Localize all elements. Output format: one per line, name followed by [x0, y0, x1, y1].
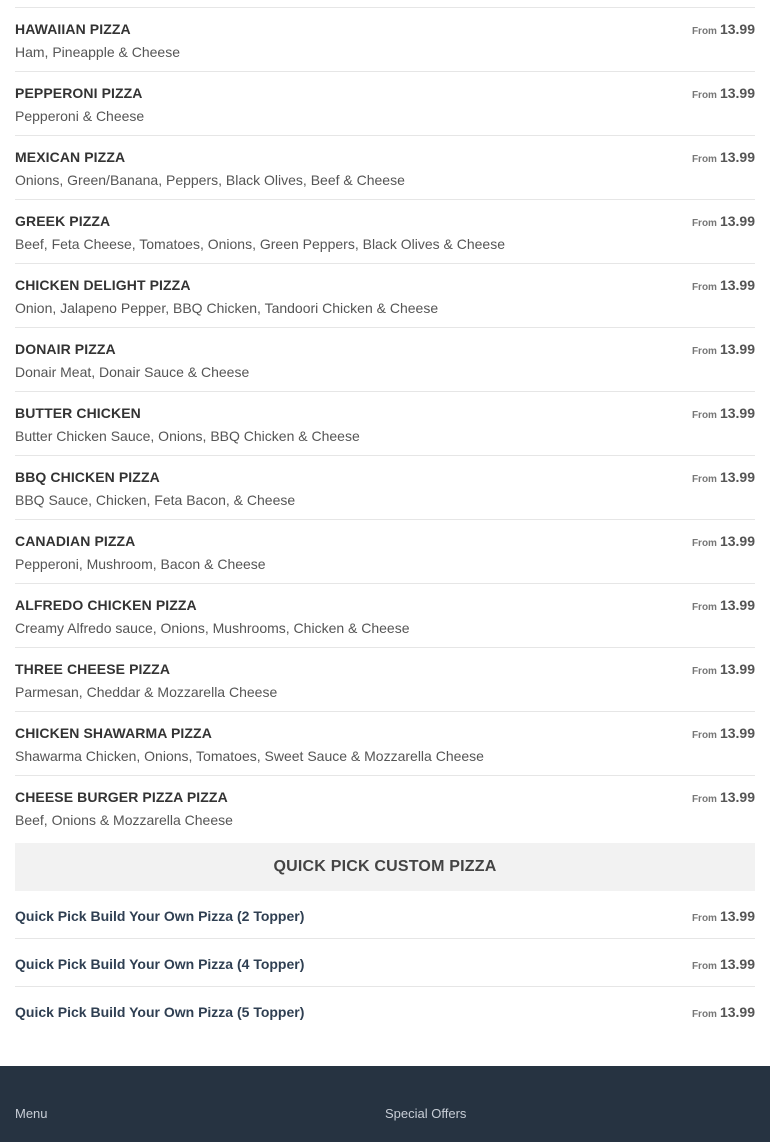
price-from-label: From: [691, 730, 717, 741]
item-name: Quick Pick Build Your Own Pizza (4 Topper): [15, 956, 305, 972]
price-from-label: From: [691, 666, 717, 677]
item-name: PEPPERONI PIZZA: [15, 85, 143, 101]
item-price: [692, 789, 755, 805]
item-name: GREEK PIZZA: [15, 213, 111, 229]
menu-item[interactable]: [15, 392, 755, 456]
price-from-label: From: [691, 90, 717, 101]
site-footer: [0, 1066, 770, 1142]
price-value: 13.99: [719, 956, 755, 972]
menu-item[interactable]: [15, 712, 755, 776]
item-name: BBQ CHICKEN PIZZA: [15, 469, 160, 485]
price-from-label: From: [691, 474, 717, 485]
item-name: ALFREDO CHICKEN PIZZA: [15, 597, 197, 613]
menu-item[interactable]: [15, 584, 755, 648]
price-value: 13.99: [719, 277, 755, 293]
item-price: [692, 1004, 755, 1020]
item-description: Shawarma Chicken, Onions, Tomatoes, Sweet Sauce & Mozzarella Cheese: [15, 748, 484, 764]
item-description: Onion, Jalapeno Pepper, BBQ Chicken, Tandoori Chicken & Cheese: [15, 300, 439, 316]
menu-item[interactable]: [15, 328, 755, 392]
price-from-label: From: [691, 410, 717, 421]
item-price: [692, 956, 755, 972]
price-value: 13.99: [719, 469, 755, 485]
price-value: 13.99: [719, 85, 755, 101]
price-value: 13.99: [719, 1004, 755, 1020]
price-from-label: From: [691, 961, 717, 972]
menu-item[interactable]: [15, 200, 755, 264]
divider: [15, 0, 755, 8]
item-description: Butter Chicken Sauce, Onions, BBQ Chicken & Cheese: [15, 428, 360, 444]
item-description: Beef, Onions & Mozzarella Cheese: [15, 812, 233, 828]
item-price: [692, 661, 755, 677]
item-name: THREE CHEESE PIZZA: [15, 661, 171, 677]
item-price: [692, 405, 755, 421]
item-name: CHICKEN SHAWARMA PIZZA: [15, 725, 212, 741]
price-from-label: From: [691, 538, 717, 549]
quick-pick-item[interactable]: [15, 987, 755, 1034]
menu-item[interactable]: [15, 456, 755, 520]
price-value: 13.99: [719, 149, 755, 165]
item-price: [692, 213, 755, 229]
price-from-label: From: [691, 346, 717, 357]
item-name: Quick Pick Build Your Own Pizza (5 Topper): [15, 1004, 305, 1020]
item-price: [692, 341, 755, 357]
price-value: 13.99: [719, 908, 755, 924]
footer-link-special-offers[interactable]: Special Offers: [385, 1106, 467, 1121]
item-price: [692, 725, 755, 741]
price-from-label: From: [691, 282, 717, 293]
item-description: Pepperoni & Cheese: [15, 108, 145, 124]
item-price: [692, 85, 755, 101]
pizza-menu-list: [15, 0, 755, 839]
menu-item[interactable]: [15, 776, 755, 839]
menu-item[interactable]: [15, 648, 755, 712]
menu-item[interactable]: [15, 8, 755, 72]
item-description: Onions, Green/Banana, Peppers, Black Olives, Beef & Cheese: [15, 172, 405, 188]
price-value: 13.99: [719, 597, 755, 613]
section-heading-quick-pick: QUICK PICK CUSTOM PIZZA: [15, 843, 755, 891]
quick-pick-item[interactable]: [15, 891, 755, 939]
item-description: Beef, Feta Cheese, Tomatoes, Onions, Green Peppers, Black Olives & Cheese: [15, 236, 505, 252]
item-name: DONAIR PIZZA: [15, 341, 116, 357]
menu-item[interactable]: [15, 72, 755, 136]
price-from-label: From: [691, 913, 717, 924]
quick-pick-item[interactable]: [15, 939, 755, 987]
price-value: 13.99: [719, 789, 755, 805]
item-price: [692, 149, 755, 165]
price-value: 13.99: [719, 405, 755, 421]
price-from-label: From: [691, 1009, 717, 1020]
price-from-label: From: [691, 218, 717, 229]
item-description: Creamy Alfredo sauce, Onions, Mushrooms, Chicken & Cheese: [15, 620, 410, 636]
price-value: 13.99: [719, 21, 755, 37]
item-price: [692, 469, 755, 485]
price-from-label: From: [691, 794, 717, 805]
item-price: [692, 21, 755, 37]
price-value: 13.99: [719, 533, 755, 549]
item-name: HAWAIIAN PIZZA: [15, 21, 131, 37]
item-name: CANADIAN PIZZA: [15, 533, 136, 549]
quick-pick-list: [15, 891, 755, 1034]
item-description: Donair Meat, Donair Sauce & Cheese: [15, 364, 250, 380]
menu-item[interactable]: [15, 264, 755, 328]
price-value: 13.99: [719, 661, 755, 677]
menu-item[interactable]: [15, 136, 755, 200]
item-description: BBQ Sauce, Chicken, Feta Bacon, & Cheese: [15, 492, 296, 508]
item-description: Pepperoni, Mushroom, Bacon & Cheese: [15, 556, 266, 572]
price-from-label: From: [691, 154, 717, 165]
menu-item[interactable]: [15, 520, 755, 584]
item-price: [692, 597, 755, 613]
price-from-label: From: [691, 26, 717, 37]
price-from-label: From: [691, 602, 717, 613]
item-name: MEXICAN PIZZA: [15, 149, 126, 165]
footer-link-menu[interactable]: Menu: [15, 1106, 48, 1121]
price-value: 13.99: [719, 341, 755, 357]
price-value: 13.99: [719, 725, 755, 741]
item-description: Ham, Pineapple & Cheese: [15, 44, 180, 60]
item-price: [692, 277, 755, 293]
item-name: BUTTER CHICKEN: [15, 405, 141, 421]
price-value: 13.99: [719, 213, 755, 229]
item-description: Parmesan, Cheddar & Mozzarella Cheese: [15, 684, 278, 700]
item-price: [692, 908, 755, 924]
item-name: Quick Pick Build Your Own Pizza (2 Topper): [15, 908, 305, 924]
item-name: CHICKEN DELIGHT PIZZA: [15, 277, 191, 293]
item-price: [692, 533, 755, 549]
item-name: CHEESE BURGER PIZZA PIZZA: [15, 789, 228, 805]
